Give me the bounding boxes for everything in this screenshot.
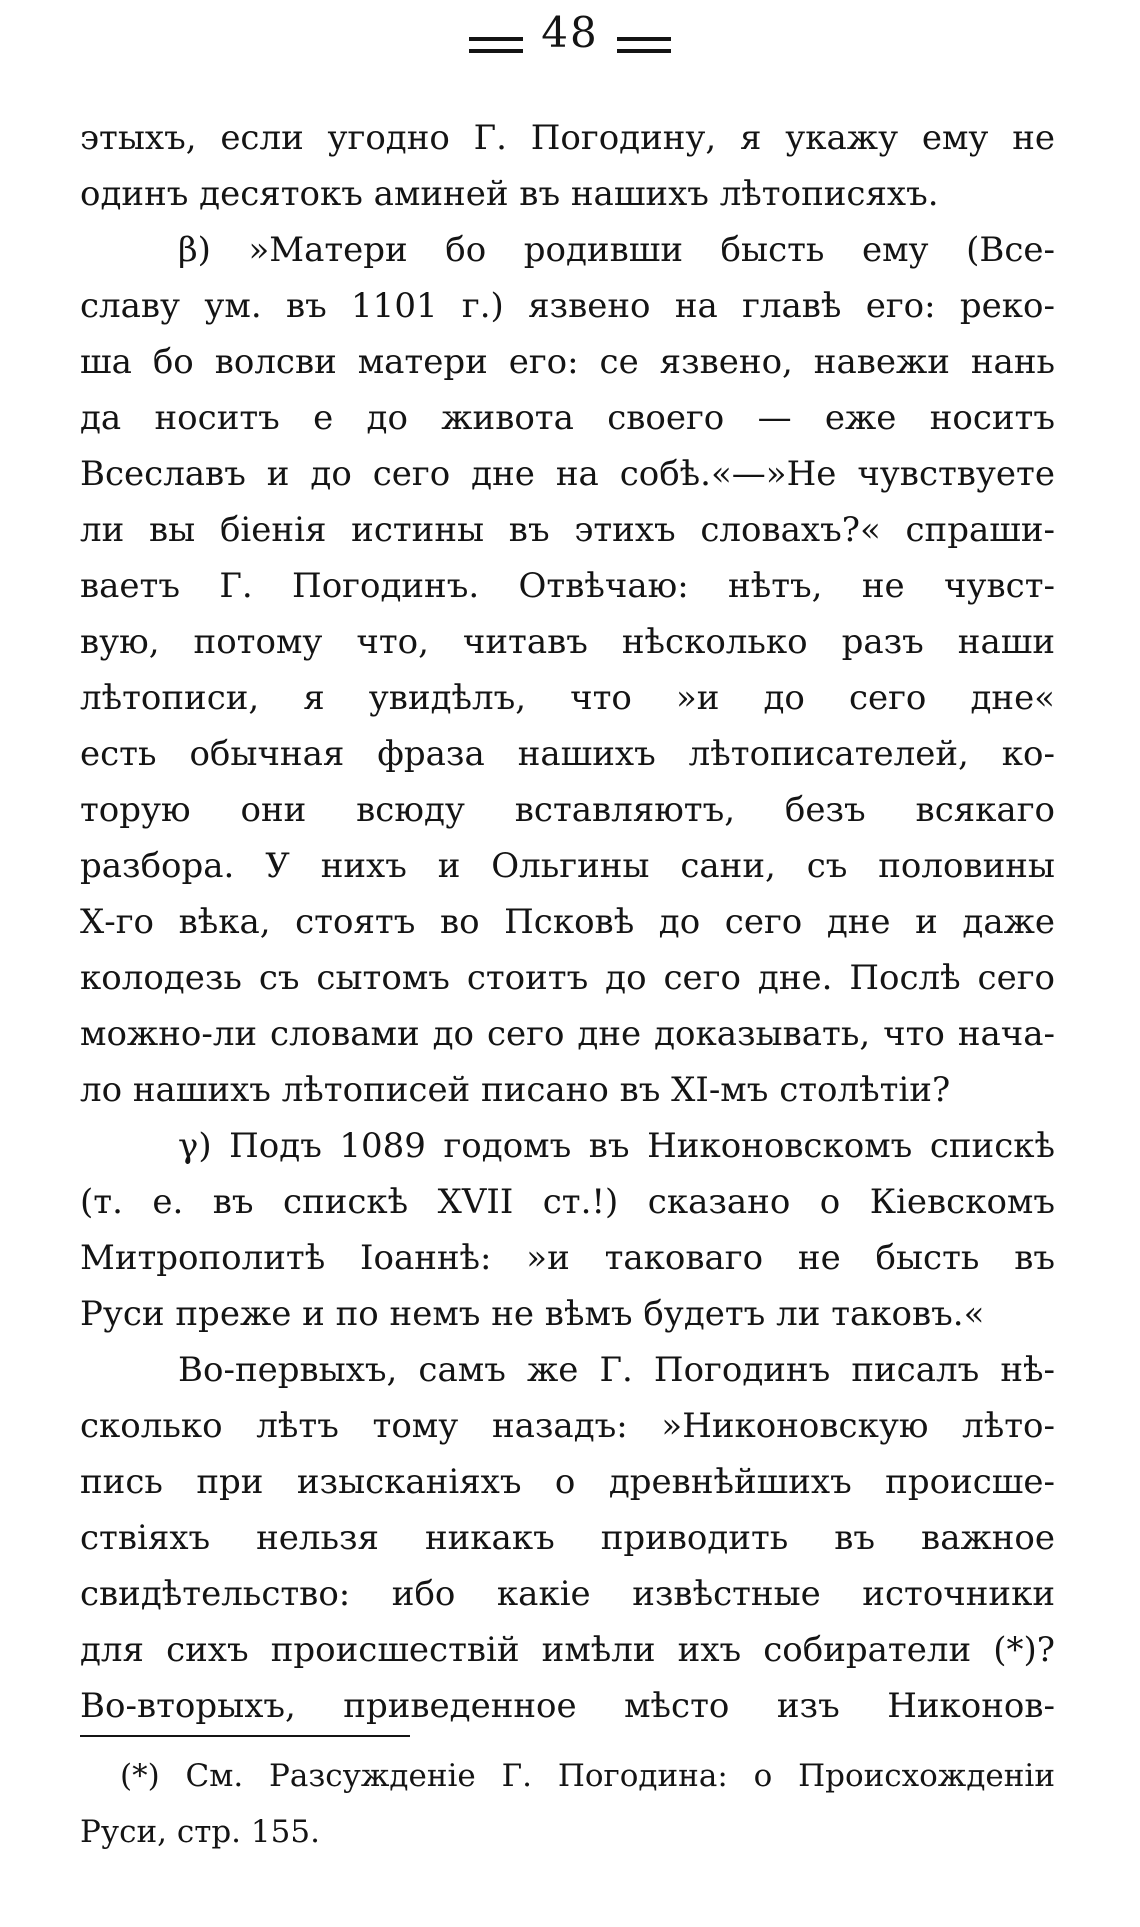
text-line: β) »Матери бо родивши бысть ему (Все- [178,230,1055,270]
text-line: да носитъ е до живота своего — еже носитъ [80,398,1055,438]
text-line: славу ум. въ 1101 г.) язвено на главѣ его: реко- [80,286,1055,326]
text-line: Х-го вѣка, стоятъ во Псковѣ до сего дне и даже [80,902,1055,942]
footnote [80,1748,1055,1860]
text-line: одинъ десятокъ аминей въ нашихъ лѣтописяхъ. [80,174,939,214]
text-line: можно-ли словами до сего дне доказывать, что нача- [80,1014,1055,1054]
text-line: Руси преже и по немъ не вѣмъ будетъ ли таковъ.« [80,1294,985,1334]
text-line: Во-первыхъ, самъ же Г. Погодинъ писалъ нѣ- [178,1350,1055,1390]
text-line: Во-вторыхъ, приведенное мѣсто изъ Никонов- [80,1686,1055,1726]
text-line: колодезь съ сытомъ стоитъ до сего дне. Послѣ сего [80,958,1055,998]
footnote-line: Руси, стр. 155. [80,1814,320,1850]
text-line: вую, потому что, читавъ нѣсколько разъ наши [80,622,1055,662]
text-line: пись при изысканіяхъ о древнѣйшихъ происше- [80,1462,1055,1502]
main-text [80,110,1055,1734]
text-line: торую они всюду вставляютъ, безъ всякаго [80,790,1055,830]
text-line: лѣтописи, я увидѣлъ, что »и до сего дне« [80,678,1055,718]
text-line: ша бо волсви матери его: се язвено, навежи нань [80,342,1055,382]
footnote-divider [80,1735,410,1737]
text-line: этыхъ, если угодно Г. Погодину, я укажу ему не [80,118,1055,158]
text-line: Митрополитѣ Іоаннѣ: »и таковаго не бысть въ [80,1238,1055,1278]
text-line: Всеславъ и до сего дне на собѣ.«—»Не чувствуете [80,454,1055,494]
text-line: γ) Подъ 1089 годомъ въ Никоновскомъ спискѣ [178,1126,1055,1166]
text-line: есть обычная фраза нашихъ лѣтописателей, ко- [80,734,1055,774]
page-header [0,8,1140,57]
text-line: сколько лѣтъ тому назадъ: »Никоновскую лѣто- [80,1406,1055,1446]
text-line: ли вы біенія истины въ этихъ словахъ?« спраши- [80,510,1055,550]
text-line: свидѣтельство: ибо какіе извѣстные источники [80,1574,1055,1614]
text-line: разбора. У нихъ и Ольгины сани, съ половины [80,846,1055,886]
text-line: ваетъ Г. Погодинъ. Отвѣчаю: нѣтъ, не чувст- [80,566,1055,606]
text-line: ло нашихъ лѣтописей писано въ XI-мъ столѣтіи? [80,1070,951,1110]
text-line: (т. е. въ спискѣ XVII ст.!) сказано о Кіевскомъ [80,1182,1055,1222]
footnote-line: (*) См. Разсужденіе Г. Погодина: о Происхожденіи [120,1758,1055,1794]
text-line: ствіяхъ нельзя никакъ приводить въ важное [80,1518,1055,1558]
text-line: для сихъ происшествій имѣли ихъ собиратели (*)? [80,1630,1055,1670]
page-number: 48 [541,8,599,57]
